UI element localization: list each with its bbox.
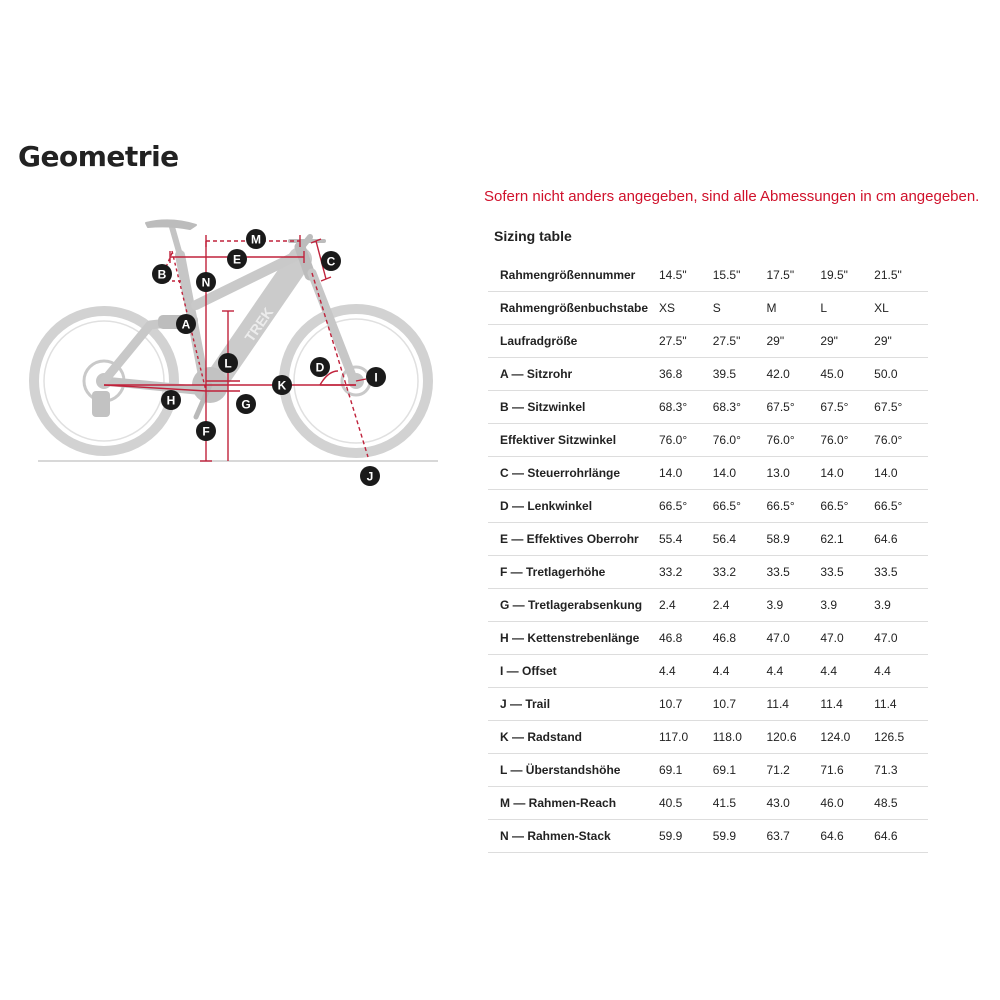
table-cell: 14.5" (659, 259, 713, 292)
table-cell: 2.4 (659, 589, 713, 622)
table-cell: L (820, 292, 874, 325)
table-cell: 33.2 (659, 556, 713, 589)
units-note: Sofern nicht anders angegeben, sind alle Abmessungen in cm angegeben. (484, 188, 980, 205)
table-cell: 14.0 (659, 457, 713, 490)
table-row (488, 292, 928, 325)
table-cell: 67.5° (820, 391, 874, 424)
row-label: H — Kettenstrebenlänge (488, 622, 659, 655)
marker-label: I (374, 370, 378, 385)
table-cell: 69.1 (713, 754, 767, 787)
row-label: L — Überstandshöhe (488, 754, 659, 787)
table-cell: 15.5" (713, 259, 767, 292)
table-cell: 55.4 (659, 523, 713, 556)
row-label: K — Radstand (488, 721, 659, 754)
table-cell: 56.4 (713, 523, 767, 556)
marker-b (152, 264, 172, 284)
table-cell: 45.0 (820, 358, 874, 391)
table-cell: 10.7 (713, 688, 767, 721)
row-label: D — Lenkwinkel (488, 490, 659, 523)
table-cell: 43.0 (766, 787, 820, 820)
table-cell: 76.0° (874, 424, 928, 457)
table-cell: 14.0 (874, 457, 928, 490)
marker-m (246, 229, 266, 249)
table-row (488, 787, 928, 820)
table-cell: 64.6 (874, 820, 928, 853)
marker-e (227, 249, 247, 269)
table-cell: 76.0° (713, 424, 767, 457)
table-cell: 40.5 (659, 787, 713, 820)
table-cell: 71.3 (874, 754, 928, 787)
table-row (488, 490, 928, 523)
table-row (488, 589, 928, 622)
sizing-table-body (488, 259, 928, 853)
marker-f (196, 421, 216, 441)
row-label: J — Trail (488, 688, 659, 721)
table-row (488, 424, 928, 457)
row-label: Rahmengrößenbuchstabe (488, 292, 659, 325)
marker-h (161, 390, 181, 410)
table-cell: 59.9 (659, 820, 713, 853)
table-row (488, 259, 928, 292)
table-cell: 4.4 (874, 655, 928, 688)
table-cell: 36.8 (659, 358, 713, 391)
table-row (488, 556, 928, 589)
table-cell: 68.3° (713, 391, 767, 424)
table-cell: S (713, 292, 767, 325)
marker-label: L (224, 356, 232, 371)
table-cell: 33.5 (820, 556, 874, 589)
table-caption: Sizing table (494, 228, 572, 244)
table-cell: 29" (874, 325, 928, 358)
table-cell: 50.0 (874, 358, 928, 391)
table-row (488, 523, 928, 556)
table-cell: 68.3° (659, 391, 713, 424)
marker-label: G (241, 397, 251, 412)
row-label: I — Offset (488, 655, 659, 688)
marker-label: H (166, 393, 176, 408)
marker-g (236, 394, 256, 414)
table-row (488, 655, 928, 688)
table-cell: 33.2 (713, 556, 767, 589)
table-row (488, 358, 928, 391)
marker-label: N (201, 275, 211, 290)
marker-label: A (181, 317, 191, 332)
row-label: Effektiver Sitzwinkel (488, 424, 659, 457)
marker-k (272, 375, 292, 395)
marker-a (176, 314, 196, 334)
bike-geometry-diagram (20, 195, 450, 515)
table-cell: 47.0 (874, 622, 928, 655)
table-cell: 41.5 (713, 787, 767, 820)
table-cell: 69.1 (659, 754, 713, 787)
table-row (488, 457, 928, 490)
marker-label: D (315, 360, 325, 375)
table-cell: 64.6 (874, 523, 928, 556)
table-row (488, 391, 928, 424)
row-label: E — Effektives Oberrohr (488, 523, 659, 556)
table-cell: 47.0 (766, 622, 820, 655)
table-cell: 17.5" (766, 259, 820, 292)
table-cell: 67.5° (766, 391, 820, 424)
table-cell: 126.5 (874, 721, 928, 754)
row-label: G — Tretlagerabsenkung (488, 589, 659, 622)
marker-label: E (232, 252, 242, 267)
table-cell: 19.5" (820, 259, 874, 292)
table-cell: 14.0 (820, 457, 874, 490)
marker-l (218, 353, 238, 373)
table-row (488, 721, 928, 754)
table-cell: 4.4 (766, 655, 820, 688)
table-cell: 29" (766, 325, 820, 358)
table-cell: 29" (820, 325, 874, 358)
marker-j (360, 466, 380, 486)
table-cell: 14.0 (713, 457, 767, 490)
marker-i (366, 367, 386, 387)
marker-label: K (277, 378, 287, 393)
table-cell: 13.0 (766, 457, 820, 490)
row-label: Rahmengrößennummer (488, 259, 659, 292)
marker-n (196, 272, 216, 292)
table-cell: 33.5 (874, 556, 928, 589)
table-cell: 11.4 (874, 688, 928, 721)
table-cell: 11.4 (766, 688, 820, 721)
marker-label: C (326, 254, 336, 269)
row-label: N — Rahmen-Stack (488, 820, 659, 853)
table-cell: 11.4 (820, 688, 874, 721)
table-cell: 76.0° (820, 424, 874, 457)
table-row (488, 820, 928, 853)
table-cell: 120.6 (766, 721, 820, 754)
table-cell: XS (659, 292, 713, 325)
table-cell: XL (874, 292, 928, 325)
table-row (488, 325, 928, 358)
page-title: Geometrie (18, 140, 179, 173)
table-cell: 58.9 (766, 523, 820, 556)
bike-geometry-svg (20, 195, 450, 515)
table-cell: 4.4 (820, 655, 874, 688)
table-cell: 2.4 (713, 589, 767, 622)
table-cell: 71.2 (766, 754, 820, 787)
row-label: F — Tretlagerhöhe (488, 556, 659, 589)
row-label: Laufradgröße (488, 325, 659, 358)
marker-label: F (202, 424, 210, 439)
table-cell: 76.0° (766, 424, 820, 457)
table-cell: 71.6 (820, 754, 874, 787)
table-cell: 3.9 (874, 589, 928, 622)
table-cell: 10.7 (659, 688, 713, 721)
table-cell: 66.5° (713, 490, 767, 523)
table-cell: 42.0 (766, 358, 820, 391)
table-cell: 66.5° (874, 490, 928, 523)
marker-d (310, 357, 330, 377)
table-row (488, 688, 928, 721)
marker-label: M (251, 232, 261, 247)
table-cell: 63.7 (766, 820, 820, 853)
table-cell: 27.5" (659, 325, 713, 358)
table-cell: 46.0 (820, 787, 874, 820)
row-label: A — Sitzrohr (488, 358, 659, 391)
brand-logo: TREK (241, 304, 277, 345)
table-cell: 118.0 (713, 721, 767, 754)
table-cell: 66.5° (766, 490, 820, 523)
table-row (488, 754, 928, 787)
table-cell: 66.5° (659, 490, 713, 523)
table-cell: 4.4 (713, 655, 767, 688)
table-cell: M (766, 292, 820, 325)
table-cell: 3.9 (766, 589, 820, 622)
table-cell: 39.5 (713, 358, 767, 391)
row-label: B — Sitzwinkel (488, 391, 659, 424)
table-cell: 59.9 (713, 820, 767, 853)
table-cell: 33.5 (766, 556, 820, 589)
table-cell: 47.0 (820, 622, 874, 655)
table-cell: 46.8 (713, 622, 767, 655)
table-cell: 117.0 (659, 721, 713, 754)
table-cell: 62.1 (820, 523, 874, 556)
marker-label: B (157, 267, 167, 282)
row-label: M — Rahmen-Reach (488, 787, 659, 820)
table-cell: 67.5° (874, 391, 928, 424)
table-cell: 66.5° (820, 490, 874, 523)
marker-label: J (366, 469, 374, 484)
marker-c (321, 251, 341, 271)
table-cell: 27.5" (713, 325, 767, 358)
sizing-table (488, 259, 928, 853)
table-cell: 76.0° (659, 424, 713, 457)
table-cell: 124.0 (820, 721, 874, 754)
table-cell: 3.9 (820, 589, 874, 622)
row-label: C — Steuerrohrlänge (488, 457, 659, 490)
table-row (488, 622, 928, 655)
table-cell: 48.5 (874, 787, 928, 820)
table-cell: 46.8 (659, 622, 713, 655)
table-cell: 4.4 (659, 655, 713, 688)
table-cell: 21.5" (874, 259, 928, 292)
table-cell: 64.6 (820, 820, 874, 853)
